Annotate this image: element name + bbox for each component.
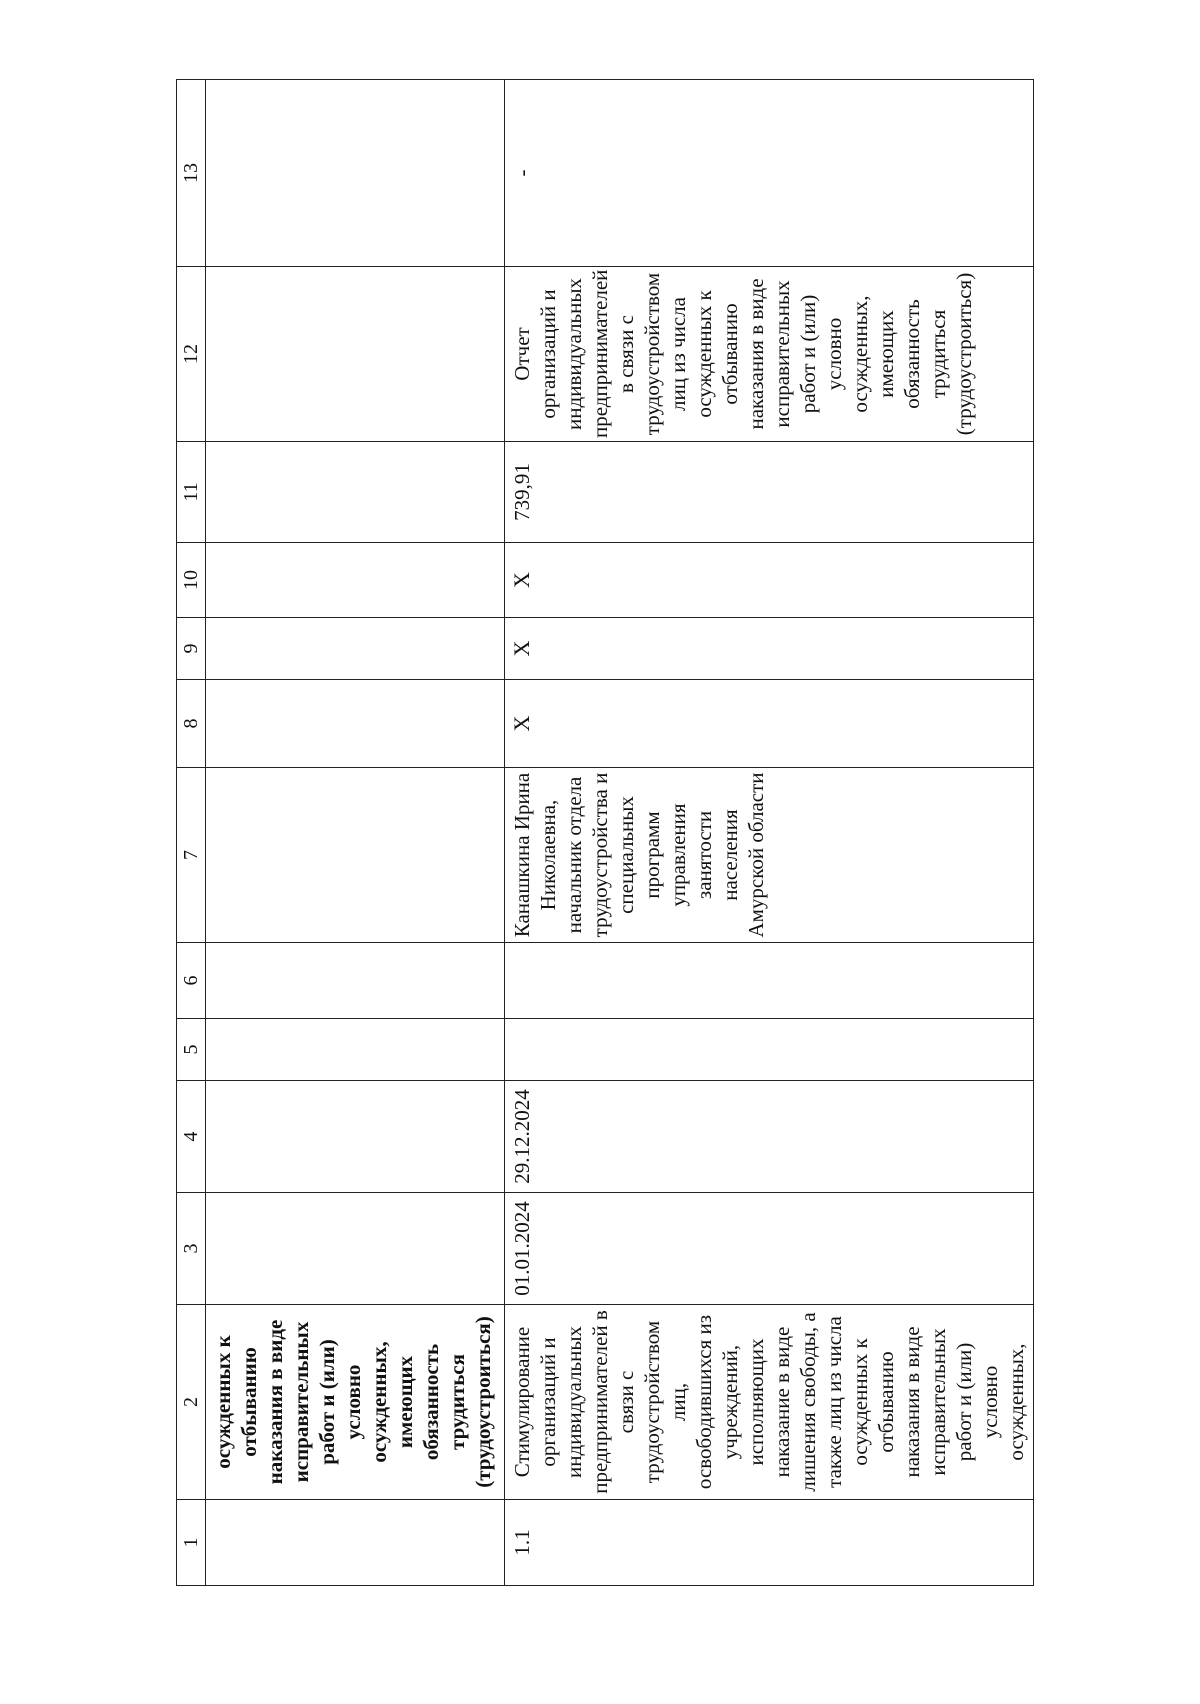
cont-description: осужденных к отбыванию наказания в виде исправительных работ и (или) условно осужденных, имеющих обязанность трудиться (трудоустроиться) (206, 1305, 505, 1500)
row-col8-mark: X (505, 680, 1034, 768)
rotated-table-container (176, 80, 1034, 1586)
column-number-row (177, 80, 206, 1586)
funding-amount: 739,91 (505, 442, 1034, 543)
col-number-5: 5 (177, 1019, 206, 1081)
cont-col5 (206, 1019, 505, 1081)
col-number-13: 13 (177, 80, 206, 267)
cont-col1 (206, 1500, 505, 1586)
continuation-row (206, 80, 505, 1586)
cont-col11 (206, 442, 505, 543)
cont-col3 (206, 1193, 505, 1305)
col-number-3: 3 (177, 1193, 206, 1305)
cont-col12 (206, 267, 505, 442)
responsible-person: Канашкина Ирина Николаевна, начальник отдела трудоустройства и специальных программ управления занятости населения Амурской области (505, 768, 1034, 943)
col-number-8: 8 (177, 680, 206, 768)
col-number-4: 4 (177, 1081, 206, 1193)
col-number-10: 10 (177, 543, 206, 618)
col-number-11: 11 (177, 442, 206, 543)
row-description: Стимулирование организаций и индивидуальных предпринимателей в связи с трудоустройством лиц, освободившихся из учреждений, исполняющих наказание в виде лишения свободы, а также лиц из числа осужденных к отбыванию наказания в виде исправительных работ и (или) условно осужденных, (505, 1305, 1034, 1500)
cont-col9 (206, 618, 505, 680)
row-col10-mark: X (505, 543, 1034, 618)
col-number-6: 6 (177, 943, 206, 1019)
end-date: 29.12.2024 (505, 1081, 1034, 1193)
col-number-7: 7 (177, 768, 206, 943)
cont-col4 (206, 1081, 505, 1193)
cont-col6 (206, 943, 505, 1019)
col-number-9: 9 (177, 618, 206, 680)
cont-col8 (206, 680, 505, 768)
table-row-1-1 (505, 80, 1034, 1586)
row-col9-mark: X (505, 618, 1034, 680)
cont-col7 (206, 768, 505, 943)
row-col5 (505, 1019, 1034, 1081)
start-date: 01.01.2024 (505, 1193, 1034, 1305)
col-number-2: 2 (177, 1305, 206, 1500)
row-col6 (505, 943, 1034, 1019)
cont-col13 (206, 80, 505, 267)
expected-result: Отчет организаций и индивидуальных предпринимателей в связи с трудоустройством лиц из числа осужденных к отбыванию наказания в виде исправительных работ и (или) условно осужденных, имеющих обязанность трудиться (трудоустроиться) (505, 267, 1034, 442)
col-number-1: 1 (177, 1500, 206, 1586)
col-number-12: 12 (177, 267, 206, 442)
row-number: 1.1 (505, 1500, 1034, 1586)
row-col13: - (505, 80, 1034, 267)
program-table (176, 79, 1034, 1586)
cont-col10 (206, 543, 505, 618)
